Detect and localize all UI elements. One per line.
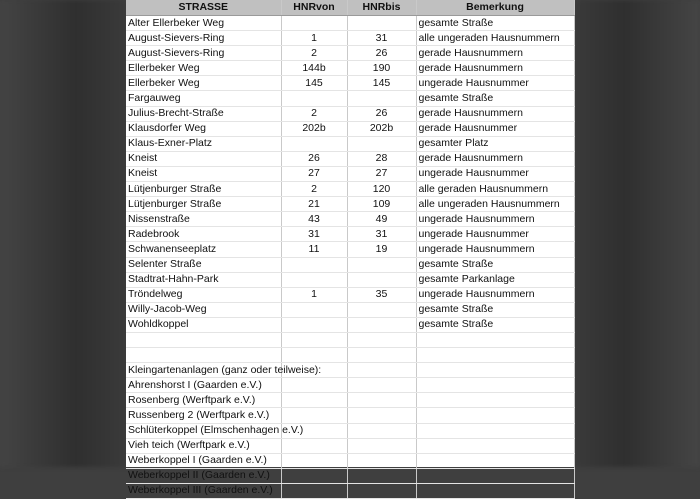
cell-strasse[interactable]: Klaus-Exner-Platz [126,136,281,151]
cell-strasse[interactable]: Weberkoppel I (Gaarden e.V.) [126,453,281,468]
cell-strasse[interactable]: Schwanenseeplatz [126,242,281,257]
cell-hnrbis[interactable] [347,363,416,378]
cell-hnrvon[interactable]: 144b [281,61,347,76]
cell-strasse[interactable]: Willy-Jacob-Weg [126,302,281,317]
table-row [126,317,574,332]
cell-bemerkung[interactable]: gerade Hausnummer [416,121,574,136]
cell-hnrvon[interactable]: 2 [281,46,347,61]
table-row [126,332,574,347]
cell-hnrbis[interactable] [347,408,416,423]
cell-hnrbis[interactable] [347,257,416,272]
cell-hnrvon[interactable]: 26 [281,151,347,166]
cell-strasse[interactable]: Weberkoppel III (Gaarden e.V.) [126,483,281,498]
cell-hnrvon[interactable]: 145 [281,76,347,91]
table-row [126,136,574,151]
table-row [126,31,574,46]
cell-strasse[interactable]: Lütjenburger Straße [126,197,281,212]
cell-hnrbis[interactable] [347,378,416,393]
cell-hnrbis[interactable]: 28 [347,151,416,166]
cell-strasse[interactable]: Vieh teich (Werftpark e.V.) [126,438,281,453]
table-row [126,91,574,106]
cell-bemerkung[interactable]: ungerade Hausnummer [416,76,574,91]
spreadsheet [126,0,574,497]
table-row [126,197,574,212]
table-row [126,438,574,453]
cell-hnrbis[interactable]: 109 [347,197,416,212]
cell-hnrvon[interactable] [281,91,347,106]
cell-hnrvon[interactable] [281,272,347,287]
cell-bemerkung[interactable]: gesamte Parkanlage [416,272,574,287]
table-row [126,257,574,272]
cell-hnrbis[interactable] [347,393,416,408]
cell-hnrvon[interactable] [281,483,347,498]
table-row [126,151,574,166]
cell-bemerkung[interactable] [416,408,574,423]
cell-hnrvon[interactable]: 2 [281,106,347,121]
cell-strasse[interactable] [126,332,281,347]
cell-hnrbis[interactable] [347,302,416,317]
street-table [126,0,575,499]
cell-strasse[interactable]: Rosenberg (Werftpark e.V.) [126,393,281,408]
cell-hnrvon[interactable]: 2 [281,182,347,197]
header-hnrvon[interactable]: HNRvon [281,0,347,16]
cell-hnrvon[interactable]: 11 [281,242,347,257]
header-row [126,0,574,16]
cell-bemerkung[interactable] [416,468,574,483]
cell-strasse[interactable]: Tröndelweg [126,287,281,302]
table-row [126,302,574,317]
cell-bemerkung[interactable]: ungerade Hausnummer [416,227,574,242]
cell-hnrvon[interactable]: 31 [281,227,347,242]
cell-hnrbis[interactable] [347,453,416,468]
cell-hnrbis[interactable]: 145 [347,76,416,91]
cell-bemerkung[interactable] [416,438,574,453]
cell-hnrbis[interactable] [347,317,416,332]
cell-hnrbis[interactable] [347,16,416,31]
cell-strasse[interactable]: Weberkoppel II (Gaarden e.V.) [126,468,281,483]
table-row [126,242,574,257]
cell-hnrvon[interactable] [281,438,347,453]
table-row [126,212,574,227]
table-row [126,408,574,423]
cell-strasse[interactable]: Klausdorfer Weg [126,121,281,136]
cell-strasse[interactable] [126,348,281,363]
cell-hnrbis[interactable]: 35 [347,287,416,302]
cell-bemerkung[interactable]: gesamte Straße [416,16,574,31]
cell-hnrbis[interactable] [347,348,416,363]
cell-hnrbis[interactable] [347,272,416,287]
cell-hnrvon[interactable] [281,317,347,332]
cell-bemerkung[interactable]: ungerade Hausnummer [416,166,574,181]
cell-bemerkung[interactable] [416,453,574,468]
cell-hnrbis[interactable] [347,483,416,498]
cell-hnrbis[interactable]: 31 [347,31,416,46]
cell-hnrbis[interactable] [347,332,416,347]
table-row [126,483,574,498]
cell-hnrvon[interactable] [281,332,347,347]
cell-hnrvon[interactable]: 202b [281,121,347,136]
cell-bemerkung[interactable]: ungerade Hausnummern [416,242,574,257]
cell-hnrbis[interactable]: 31 [347,227,416,242]
cell-strasse[interactable]: August-Sievers-Ring [126,31,281,46]
cell-hnrbis[interactable]: 19 [347,242,416,257]
table-row [126,468,574,483]
cell-hnrvon[interactable]: 1 [281,31,347,46]
table-row [126,182,574,197]
cell-hnrvon[interactable]: 21 [281,197,347,212]
cell-hnrbis[interactable]: 26 [347,46,416,61]
header-bemerkung[interactable]: Bemerkung [416,0,574,16]
cell-strasse[interactable]: Fargauweg [126,91,281,106]
cell-bemerkung[interactable]: gerade Hausnummern [416,61,574,76]
table-row [126,121,574,136]
cell-bemerkung[interactable] [416,423,574,438]
cell-strasse[interactable]: Selenter Straße [126,257,281,272]
table-row [126,16,574,31]
table-row [126,61,574,76]
cell-hnrvon[interactable] [281,16,347,31]
cell-strasse[interactable]: Lütjenburger Straße [126,182,281,197]
cell-hnrbis[interactable] [347,438,416,453]
cell-strasse[interactable]: Kneist [126,166,281,181]
cell-hnrbis[interactable]: 120 [347,182,416,197]
cell-bemerkung[interactable]: alle ungeraden Hausnummern [416,197,574,212]
table-row [126,106,574,121]
cell-hnrbis[interactable]: 26 [347,106,416,121]
table-row [126,227,574,242]
cell-bemerkung[interactable]: alle geraden Hausnummern [416,182,574,197]
cell-hnrvon[interactable] [281,393,347,408]
cell-strasse[interactable]: Kneist [126,151,281,166]
cell-hnrbis[interactable]: 202b [347,121,416,136]
cell-hnrvon[interactable]: 43 [281,212,347,227]
cell-hnrvon[interactable] [281,136,347,151]
cell-hnrvon[interactable] [281,408,347,423]
cell-bemerkung[interactable] [416,348,574,363]
cell-bemerkung[interactable]: gerade Hausnummern [416,106,574,121]
table-row [126,453,574,468]
table-row [126,393,574,408]
cell-hnrbis[interactable] [347,136,416,151]
cell-strasse[interactable]: Ellerbeker Weg [126,76,281,91]
cell-strasse[interactable]: Radebrook [126,227,281,242]
background-left [0,0,126,467]
cell-bemerkung[interactable] [416,393,574,408]
cell-bemerkung[interactable] [416,332,574,347]
cell-bemerkung[interactable]: gesamte Straße [416,317,574,332]
cell-strasse[interactable]: Ellerbeker Weg [126,61,281,76]
cell-strasse[interactable]: Schlüterkoppel (Elmschenhagen e.V.) [126,423,281,438]
cell-bemerkung[interactable] [416,483,574,498]
table-row [126,287,574,302]
table-row [126,166,574,181]
cell-hnrbis[interactable]: 190 [347,61,416,76]
cell-hnrbis[interactable] [347,91,416,106]
background-right [574,0,700,467]
cell-strasse[interactable]: Kleingartenanlagen (ganz oder teilweise): [126,363,281,378]
cell-hnrvon[interactable] [281,257,347,272]
cell-hnrvon[interactable] [281,302,347,317]
cell-bemerkung[interactable] [416,378,574,393]
cell-bemerkung[interactable]: gesamte Straße [416,91,574,106]
cell-hnrvon[interactable] [281,453,347,468]
table-row [126,378,574,393]
cell-bemerkung[interactable]: gesamte Straße [416,257,574,272]
header-hnrbis[interactable]: HNRbis [347,0,416,16]
header-strasse[interactable]: STRASSE [126,0,281,16]
cell-bemerkung[interactable]: ungerade Hausnummern [416,287,574,302]
cell-bemerkung[interactable]: gesamte Straße [416,302,574,317]
cell-hnrvon[interactable] [281,468,347,483]
cell-strasse[interactable]: August-Sievers-Ring [126,46,281,61]
cell-strasse[interactable]: Wohldkoppel [126,317,281,332]
cell-hnrbis[interactable]: 27 [347,166,416,181]
cell-bemerkung[interactable]: gerade Hausnummern [416,46,574,61]
cell-hnrbis[interactable] [347,423,416,438]
cell-bemerkung[interactable]: alle ungeraden Hausnummern [416,31,574,46]
cell-strasse[interactable]: Ahrenshorst I (Gaarden e.V.) [126,378,281,393]
cell-hnrbis[interactable]: 49 [347,212,416,227]
table-row [126,76,574,91]
table-row [126,46,574,61]
cell-strasse[interactable]: Stadtrat-Hahn-Park [126,272,281,287]
cell-bemerkung[interactable] [416,363,574,378]
cell-bemerkung[interactable]: gesamter Platz [416,136,574,151]
cell-hnrvon[interactable]: 27 [281,166,347,181]
cell-strasse[interactable]: Nissenstraße [126,212,281,227]
cell-hnrvon[interactable]: 1 [281,287,347,302]
table-row [126,348,574,363]
cell-hnrvon[interactable] [281,348,347,363]
cell-bemerkung[interactable]: ungerade Hausnummern [416,212,574,227]
cell-bemerkung[interactable]: gerade Hausnummern [416,151,574,166]
cell-hnrbis[interactable] [347,468,416,483]
cell-strasse[interactable]: Julius-Brecht-Straße [126,106,281,121]
cell-strasse[interactable]: Alter Ellerbeker Weg [126,16,281,31]
table-row [126,363,574,378]
table-row [126,272,574,287]
cell-strasse[interactable]: Russenberg 2 (Werftpark e.V.) [126,408,281,423]
cell-hnrvon[interactable] [281,378,347,393]
table-row [126,423,574,438]
